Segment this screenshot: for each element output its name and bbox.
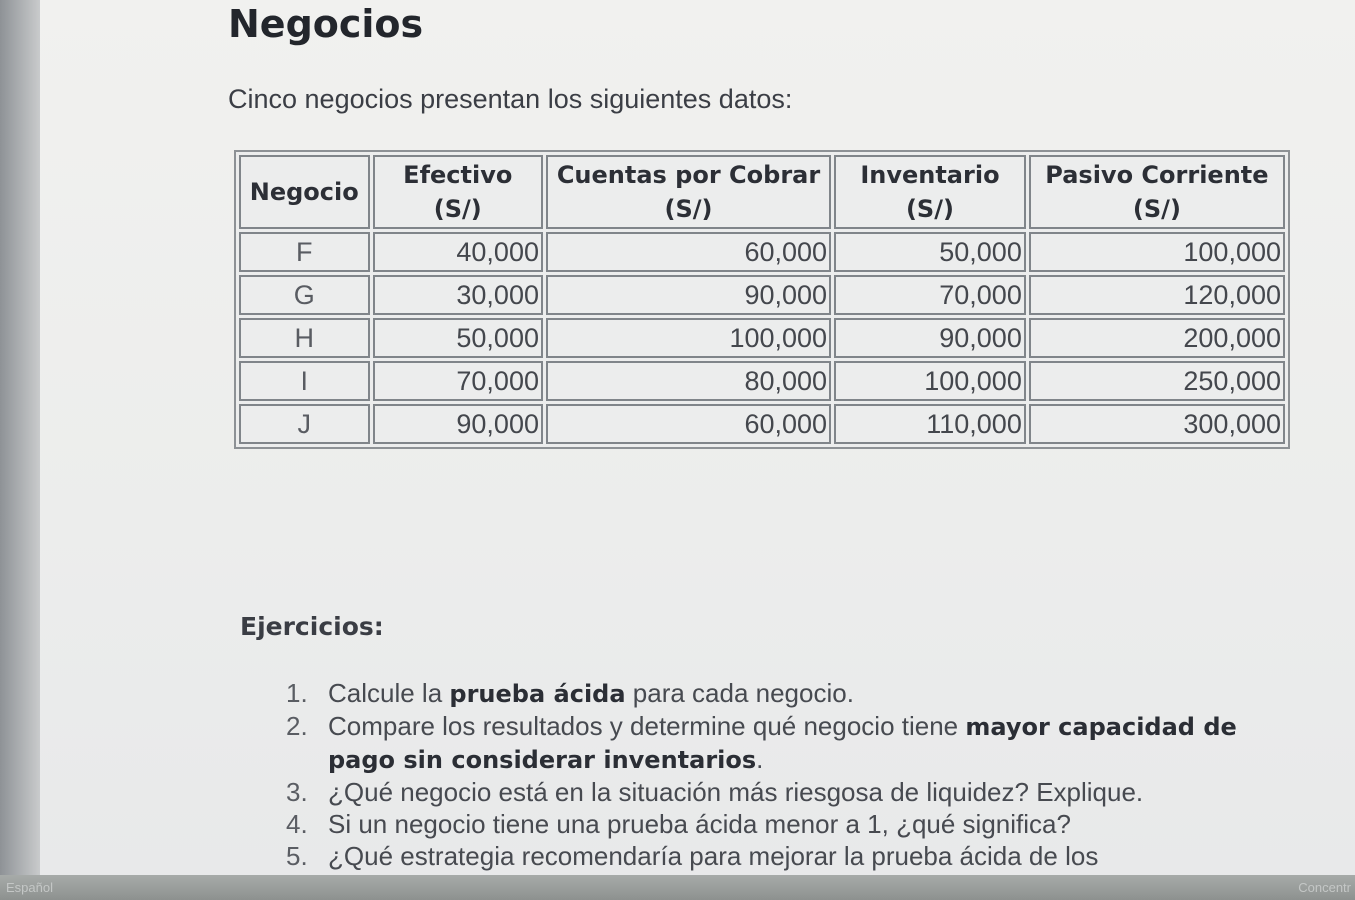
header-label: Pasivo Corriente: [1045, 161, 1269, 189]
cell-efectivo: 70,000: [373, 361, 543, 401]
cell-efectivo: 90,000: [373, 404, 543, 444]
cell-pasivo-corriente: 200,000: [1029, 318, 1285, 358]
table-row: [239, 232, 1285, 272]
exercise-number: 2.: [286, 711, 308, 741]
exercise-text: .: [756, 744, 764, 774]
table-row: [239, 404, 1285, 444]
language-indicator[interactable]: Español: [6, 880, 53, 895]
exercise-emphasis: mayor capacidad de pago sin considerar inventarios: [328, 713, 1237, 774]
cell-cuentas-por-cobrar: 90,000: [546, 275, 831, 315]
exercise-emphasis: prueba ácida: [449, 680, 626, 708]
exercise-item: [286, 808, 1286, 840]
exercises-heading: Ejercicios:: [240, 612, 384, 641]
table-row: [239, 275, 1285, 315]
page-title: Negocios: [228, 2, 424, 46]
cell-efectivo: 40,000: [373, 232, 543, 272]
header-inventario: [834, 155, 1026, 229]
header-cuentas-por-cobrar: [546, 155, 831, 229]
header-unit: (S/): [433, 195, 482, 223]
exercise-number: 4.: [286, 809, 308, 839]
status-bar: [0, 875, 1355, 900]
intro-paragraph: Cinco negocios presentan los siguientes datos:: [228, 84, 793, 114]
cell-negocio: F: [239, 232, 370, 272]
cell-negocio: G: [239, 275, 370, 315]
header-unit: (S/): [905, 195, 954, 223]
table-header: [239, 155, 1285, 229]
cell-pasivo-corriente: 250,000: [1029, 361, 1285, 401]
cell-inventario: 110,000: [834, 404, 1026, 444]
cell-efectivo: 30,000: [373, 275, 543, 315]
focus-mode-button[interactable]: Concentr: [1298, 880, 1351, 895]
exercise-text: para cada negocio.: [625, 678, 854, 708]
cell-cuentas-por-cobrar: 60,000: [546, 232, 831, 272]
exercise-item: [286, 840, 1286, 872]
table-body: [239, 232, 1285, 444]
exercise-text: ¿Qué estrategia recomendaría para mejorar la prueba ácida de los: [328, 841, 1099, 871]
exercise-text: Si un negocio tiene una prueba ácida menor a 1, ¿qué significa?: [328, 809, 1071, 839]
business-data-table: [234, 150, 1290, 449]
header-unit: (S/): [1132, 195, 1181, 223]
header-negocio: [239, 155, 370, 229]
exercise-list: [286, 677, 1286, 872]
header-pasivo-corriente: [1029, 155, 1285, 229]
cell-cuentas-por-cobrar: 60,000: [546, 404, 831, 444]
cell-negocio: J: [239, 404, 370, 444]
exercise-item: [286, 776, 1286, 808]
cell-inventario: 100,000: [834, 361, 1026, 401]
exercise-text: Calcule la: [328, 678, 450, 708]
header-label: Cuentas por Cobrar: [556, 161, 821, 189]
table-row: [239, 361, 1285, 401]
header-label: Negocio: [249, 178, 359, 206]
exercise-number: 5.: [286, 841, 308, 871]
header-label: Efectivo: [403, 161, 513, 189]
header-unit: (S/): [664, 195, 713, 223]
cell-efectivo: 50,000: [373, 318, 543, 358]
cell-pasivo-corriente: 120,000: [1029, 275, 1285, 315]
exercise-item: [286, 677, 1286, 710]
exercise-number: 3.: [286, 777, 308, 807]
cell-inventario: 70,000: [834, 275, 1026, 315]
cell-cuentas-por-cobrar: 100,000: [546, 318, 831, 358]
exercise-number: 1.: [286, 678, 308, 708]
header-efectivo: [373, 155, 543, 229]
exercise-text: ¿Qué negocio está en la situación más riesgosa de liquidez? Explique.: [328, 777, 1144, 807]
cell-pasivo-corriente: 100,000: [1029, 232, 1285, 272]
table-row: [239, 318, 1285, 358]
header-label: Inventario: [860, 161, 1000, 189]
header-row: [239, 155, 1285, 229]
cell-inventario: 90,000: [834, 318, 1026, 358]
cell-negocio: I: [239, 361, 370, 401]
cell-inventario: 50,000: [834, 232, 1026, 272]
cell-cuentas-por-cobrar: 80,000: [546, 361, 831, 401]
exercise-item: [286, 710, 1286, 776]
document-page: [40, 0, 1355, 875]
exercise-text: Compare los resultados y determine qué negocio tiene: [328, 711, 966, 741]
cell-negocio: H: [239, 318, 370, 358]
cell-pasivo-corriente: 300,000: [1029, 404, 1285, 444]
